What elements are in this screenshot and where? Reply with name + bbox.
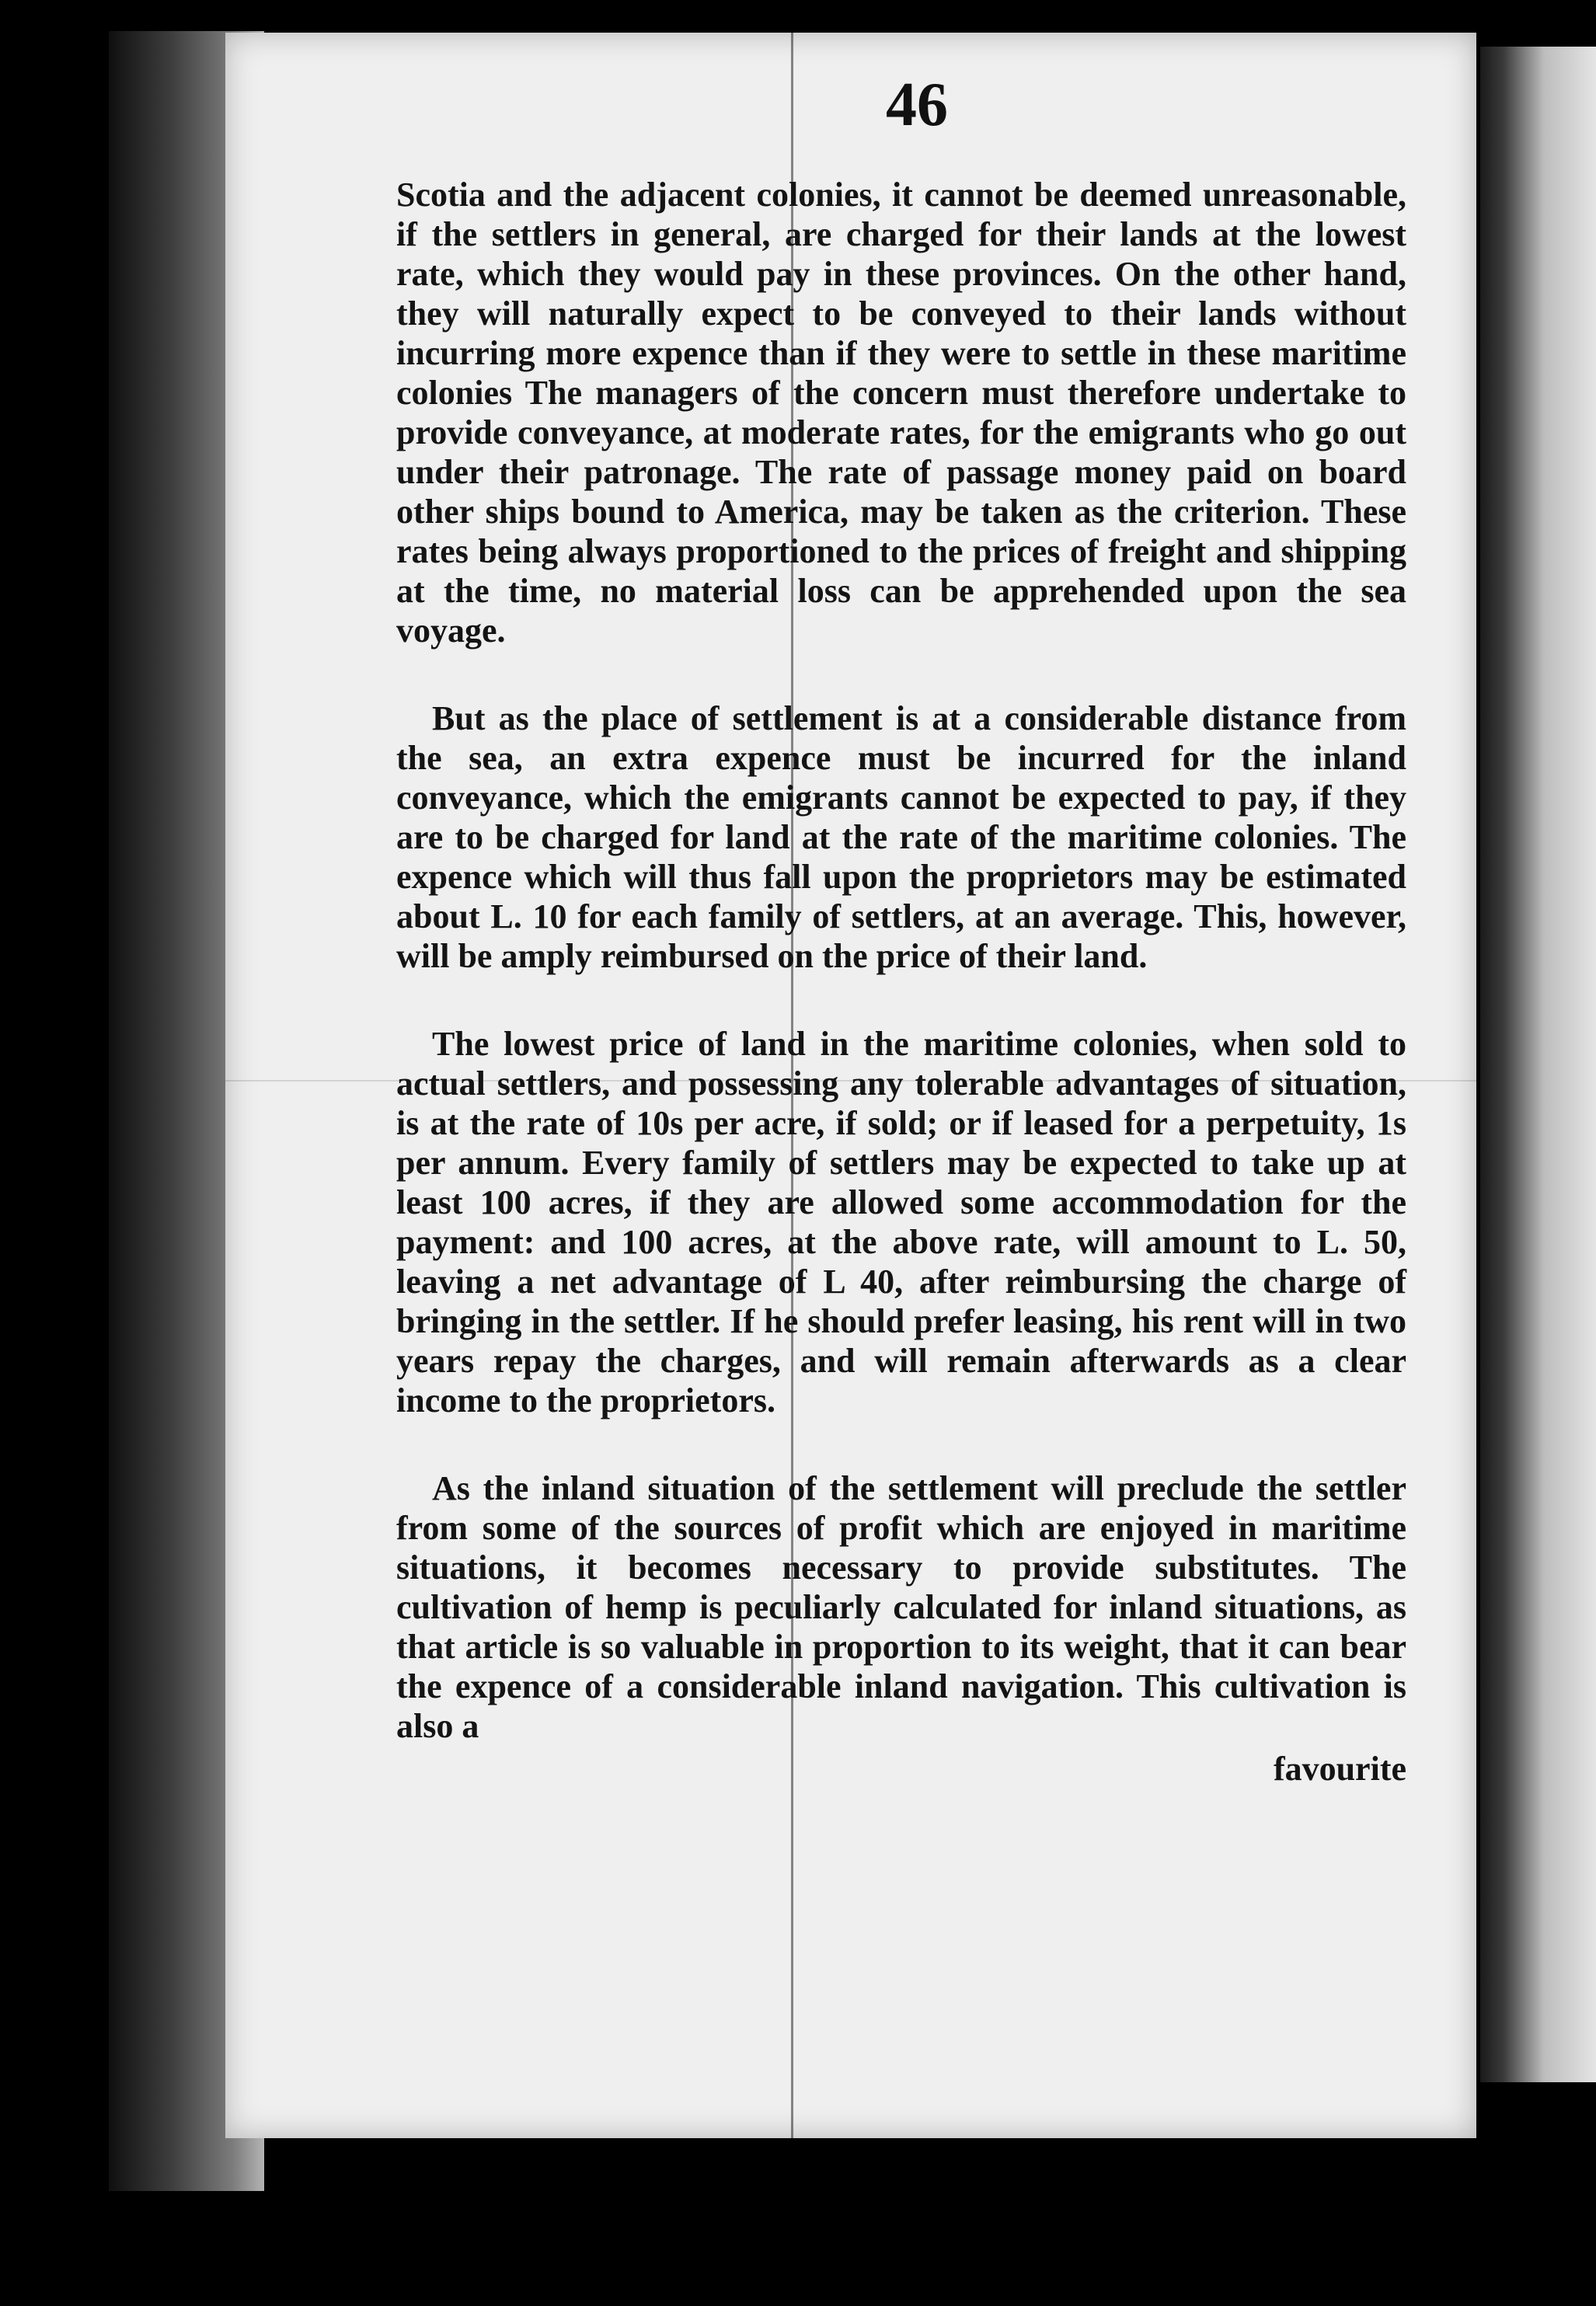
body-text	[396, 175, 1406, 1789]
catchword: favourite	[1273, 1750, 1406, 1788]
paragraph-2: But as the place of settlement is at a considerable distance from the sea, an extra expence must be incurred for the inland conveyance, which the emigrants cannot be expected to pay, if they are to be charged for land at the rate of the maritime colonies. The expence which will thus fall upon the proprietors may be estimated about L. 10 for each family of settlers, at an average. This, however, will be amply reimbursed on the price of their land.	[396, 699, 1406, 975]
paragraph-1: Scotia and the adjacent colonies, it cannot be deemed unreasonable, if the settlers in general, are charged for their lands at the lowest rate, which they would pay in these provinces. On the other hand, they will naturally expect to be conveyed to their lands without incurring more expence than if they were to settle in these maritime colonies The managers of the concern must therefore undertake to provide conveyance, at moderate rates, for the emigrants who go out under their patronage. The rate of passage money paid on board other ships bound to America, may be taken as the criterion. These rates being always proportioned to the prices of freight and shipping at the time, no material loss can be apprehended upon the sea voyage.	[396, 176, 1406, 650]
facing-page-edge	[1480, 47, 1596, 2082]
page-number: 46	[886, 71, 948, 139]
paragraph-4: As the inland situation of the settlement will preclude the settler from some of the sources of profit which are enjoyed in maritime situations, it becomes necessary to provide substitutes. The cultivation of hemp is peculiarly calculated for inland situations, as that article is so valuable in proportion to its weight, that it can bear the expence of a considerable inland navigation. This cultivation is also a	[396, 1469, 1406, 1745]
paragraph-3: The lowest price of land in the maritime colonies, when sold to actual settlers, and possessing any tolerable advantages of situation, is at the rate of 10s per acre, if sold; or if leased for a perpetuity, 1s per annum. Every family of settlers may be expected to take up at least 100 acres, if they are allowed some accommodation for the payment: and 100 acres, at the above rate, will amount to L. 50, leaving a net advantage of L 40, after reimbursing the charge of bringing in the settler. If he should prefer leasing, his rent will in two years repay the charges, and will remain afterwards as a clear income to the proprietors.	[396, 1025, 1406, 1419]
